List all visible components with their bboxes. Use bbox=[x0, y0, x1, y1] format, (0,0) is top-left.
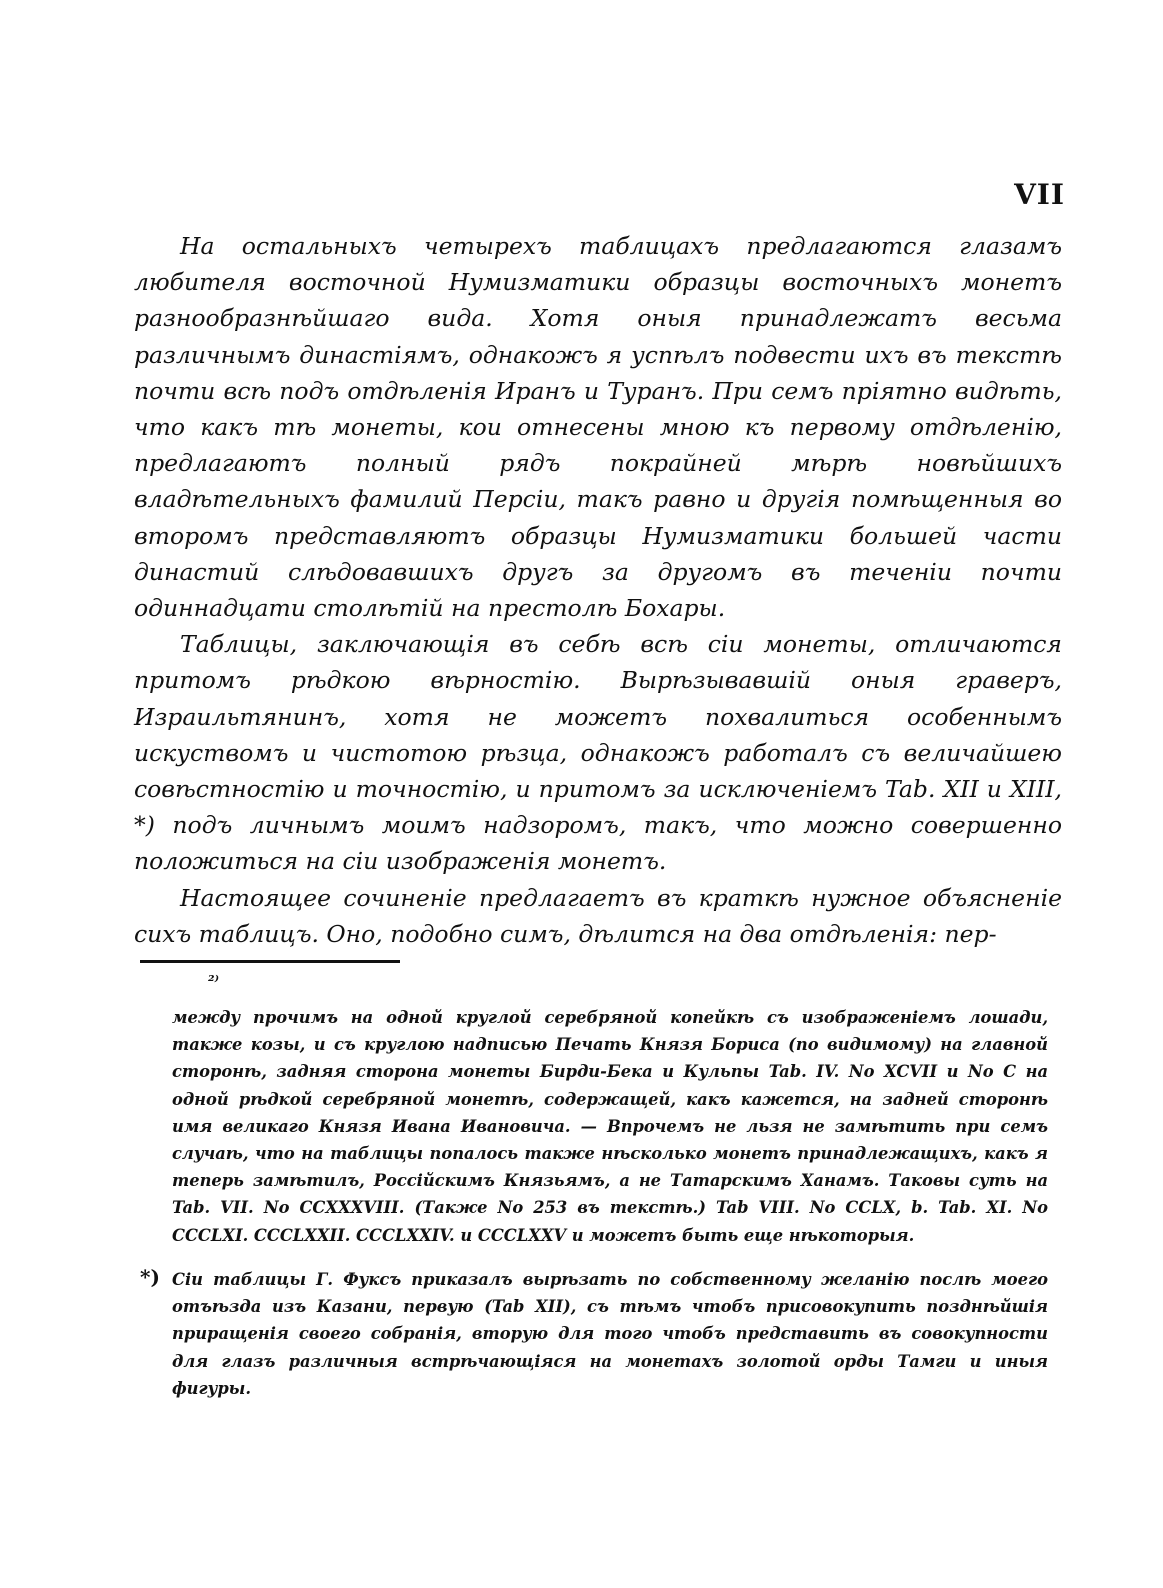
paragraph: Таблицы, заключающія въ себѣ всѣ сіи монеты, отличаются притомъ рѣдкою вѣрностію. Вырѣзывавшій оныя граверъ, Израильтянинъ, хотя не можетъ похвалиться особеннымъ искуствомъ и чистотою рѣзца, однакожъ работалъ съ величайшею совѣстностію и точностію, и притомъ за исключеніемъ Tab. XII и XIII, *) подъ личнымъ моимъ надзоромъ, такъ, что можно совершенно положиться на сіи изображенія монетъ. bbox=[134, 630, 1062, 876]
footnote-continuation: между прочимъ на одной круглой серебряной копейкѣ съ изображеніемъ лошади, также козы, и съ круглою надписью Печать Князя Бориса (по видимому) на главной сторонѣ, задняя сторона монеты Бирди-Бека и Кульпы Tab. IV. No XCVII и No C на одной рѣдкой серебряной монетѣ, содержащей, какъ кажется, на задней сторонѣ имя великаго Князя Ивана Ивановича. — Впрочемъ не льзя не замѣтить при семъ случаѣ, что на таблицы попалось также нѣсколько монетъ принадлежащихъ, какъ я теперь замѣтилъ, Россійскимъ Князьямъ, а не Татарскимъ Ханамъ. Таковы суть на Tab. VII. No CCXXXVIII. (Также No 253 въ текстѣ.) Tab VIII. No CCLX, b. Tab. XI. No CCCLXI. CCCLXXII. CCCLXXIV. и CCCLXXV и можетъ быть еще нѣкоторыя. bbox=[172, 1008, 1048, 1245]
main-text bbox=[134, 228, 1062, 952]
footnote-divider bbox=[140, 960, 400, 963]
footnote-asterisk: *) bbox=[140, 1265, 160, 1289]
paragraph: На остальныхъ четырехъ таблицахъ предлагаются глазамъ любителя восточной Нумизматики образцы восточныхъ монетъ разнообразнѣйшаго вида. Хотя оныя принадлежатъ весьма различнымъ династіямъ, однакожъ я успѣлъ подвести ихъ въ текстѣ почти всѣ подъ отдѣленія Иранъ и Туранъ. При семъ пріятно видѣть, что какъ тѣ монеты, кои отнесены мною къ первому отдѣленію, предлагаютъ полный рядъ покрайней мѣрѣ новѣйшихъ владѣтельныхъ фамилий Персіи, такъ равно и другія помѣщенныя во второмъ представляютъ образцы Нумизматики большей части династий слѣдовавшихъ другъ за другомъ въ теченіи почти одиннадцати столѣтій на престолѣ Бохары. bbox=[134, 232, 1062, 623]
page-number: VII bbox=[1014, 178, 1065, 211]
footnote-text: Сіи таблицы Г. Фуксъ приказалъ вырѣзать по собственному желанію послѣ моего отъѣзда изъ Казани, первую (Tab XII), съ тѣмъ чтобъ присовокупить позднѣйшія приращенія своего собранія, вторую для того чтобъ представить въ совокупности для глазъ различныя встрѣчающіяся на монетахъ золотой орды Тамги и иныя фигуры. bbox=[172, 1270, 1048, 1398]
paragraph: Настоящее сочиненіе предлагаетъ въ краткѣ нужное объясненіе сихъ таблицъ. Оно, подобно симъ, дѣлится на два отдѣленія: пер- bbox=[134, 883, 1062, 948]
footnote-marker: ²⁾ bbox=[208, 972, 220, 990]
footnote bbox=[140, 1266, 1048, 1402]
